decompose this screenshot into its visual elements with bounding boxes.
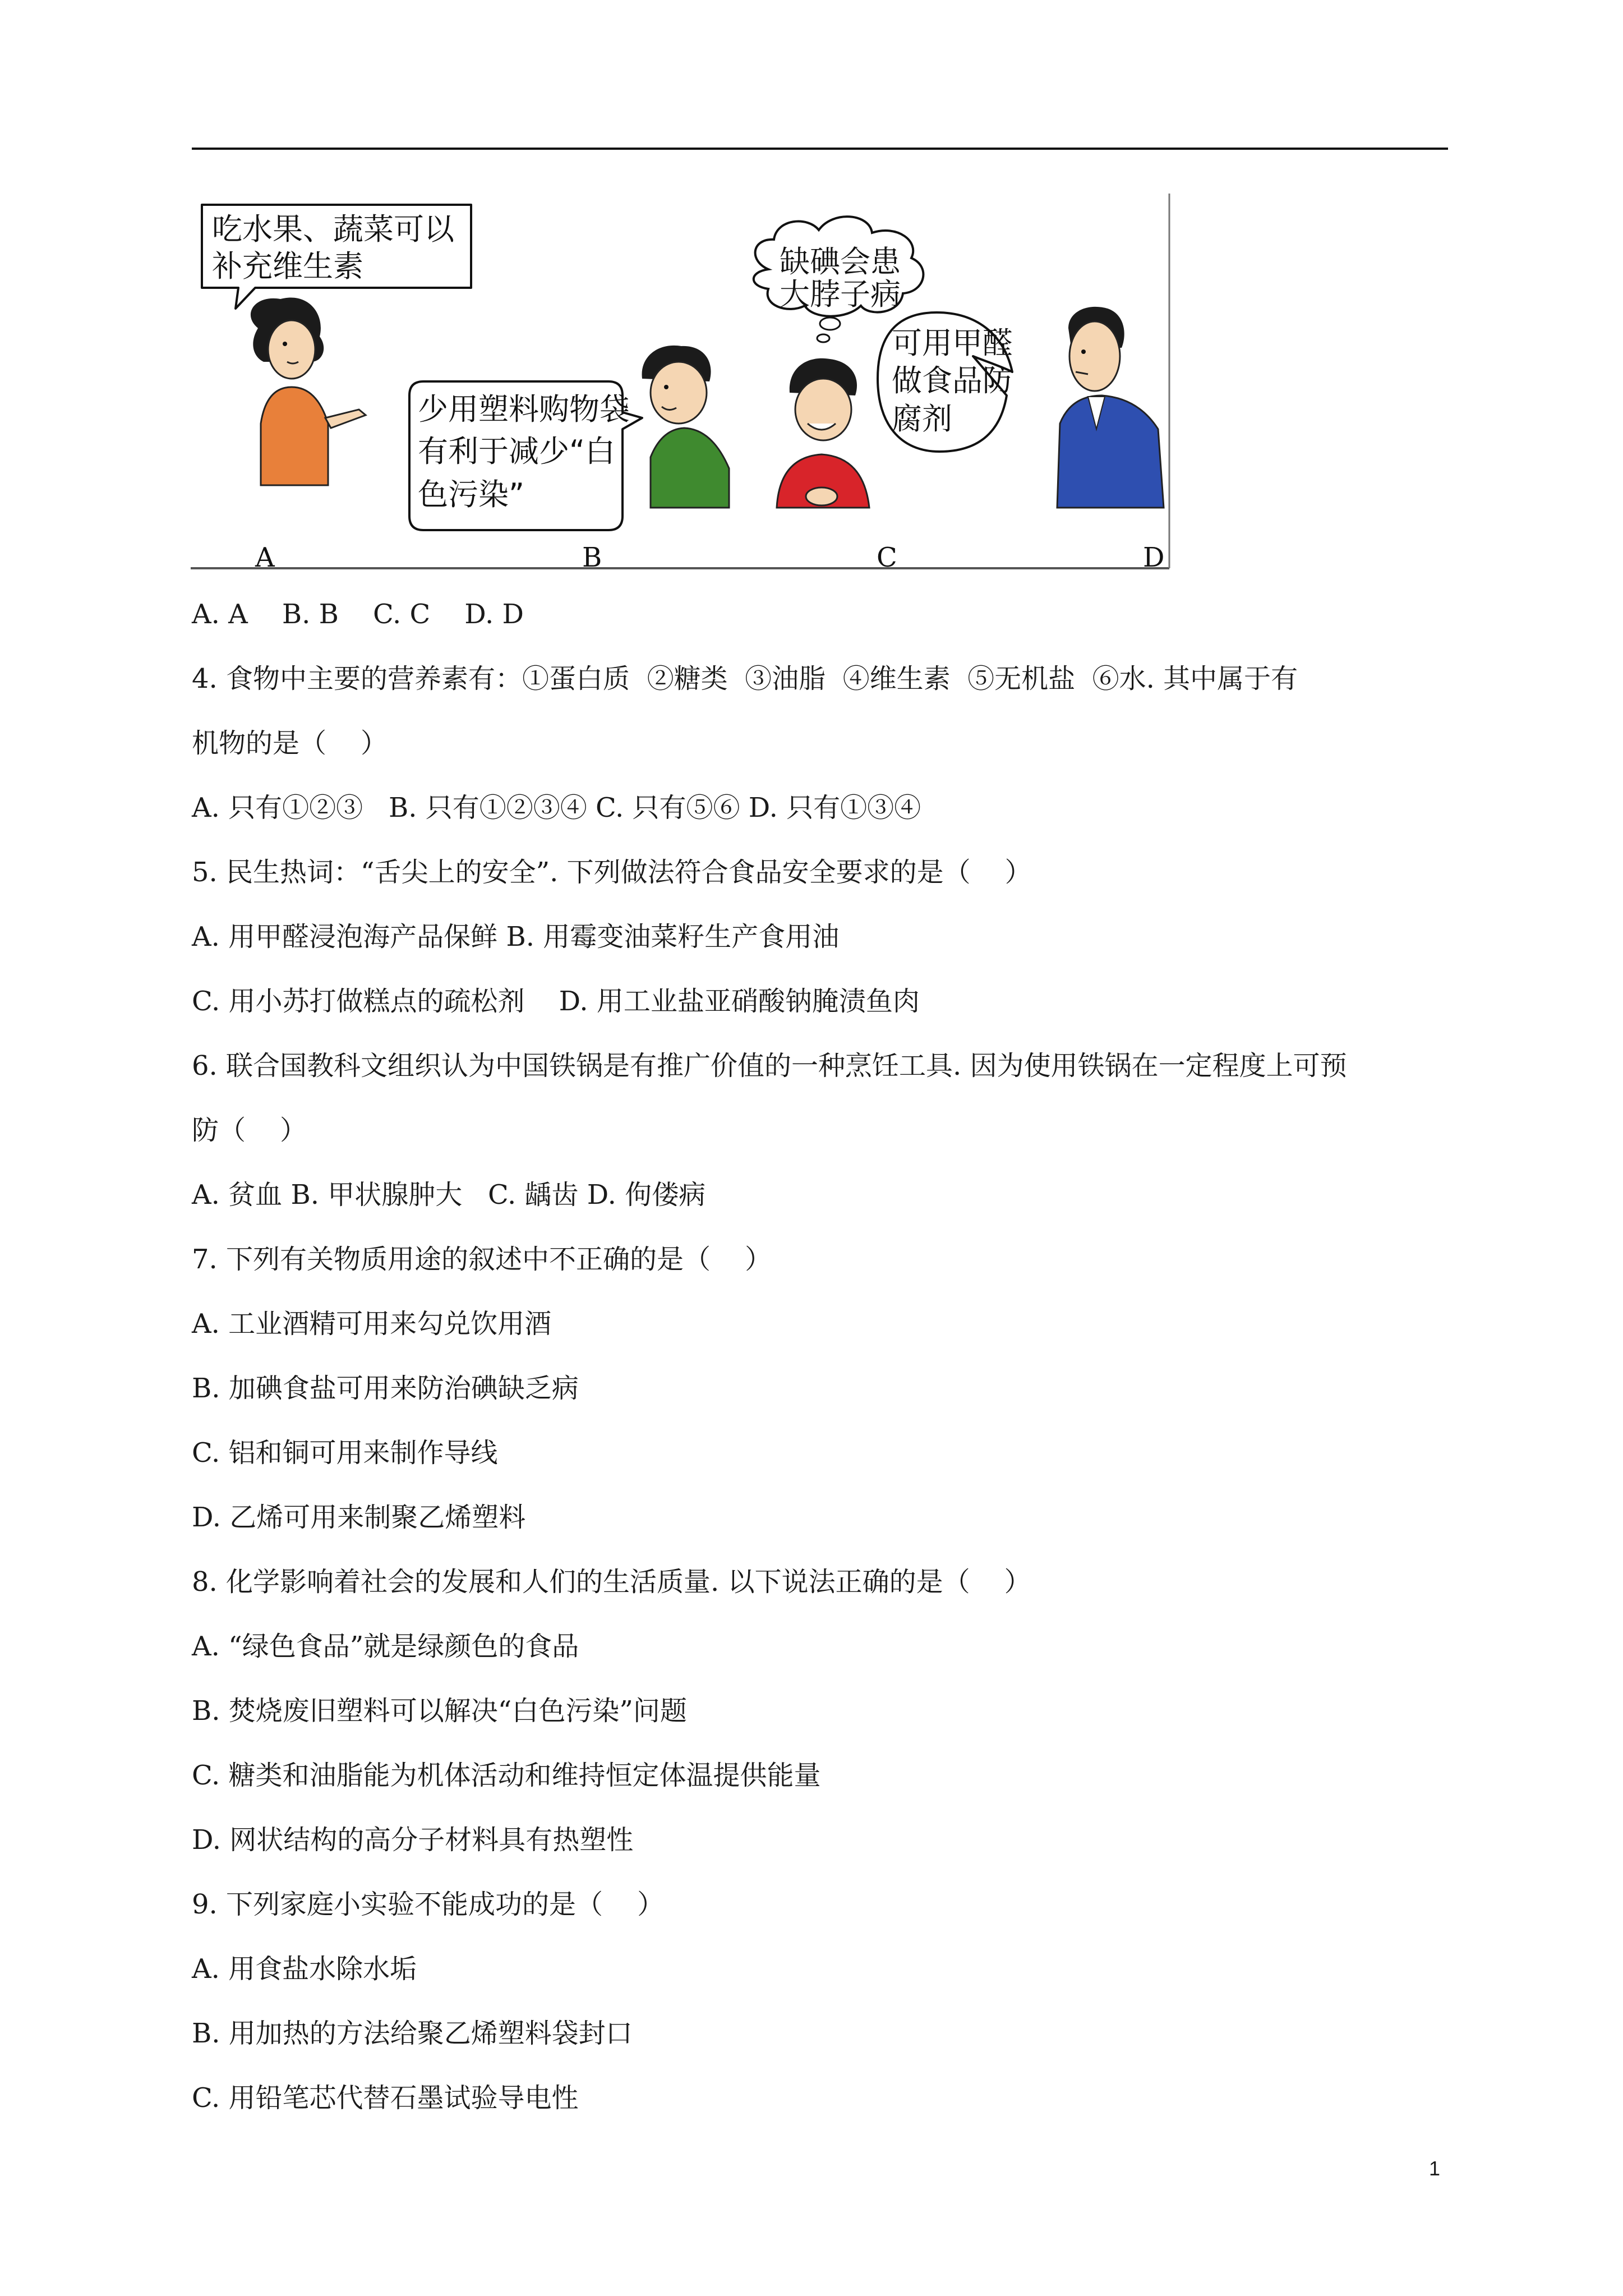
q5-options-ab: A. 用甲醛浸泡海产品保鲜 B. 用霉变油菜籽生产食用油 — [192, 921, 840, 953]
q5-options-cd: C. 用小苏打做糕点的疏松剂 D. 用工业盐亚硝酸钠腌渍鱼肉 — [192, 986, 920, 1017]
q6-stem-line-1: 6. 联合国教科文组织认为中国铁锅是有推广价值的一种烹饪工具. 因为使用铁锅在一定程度上可预 — [192, 1050, 1347, 1082]
bubble-d-line-3: 腐剂 — [892, 401, 952, 436]
cartoon-illustration — [191, 194, 1172, 575]
q9-option-b: B. 用加热的方法给聚乙烯塑料袋封口 — [192, 2018, 633, 2049]
page-number: 1 — [1429, 2157, 1441, 2180]
q3-options: A. A B. B C. C D. D — [192, 599, 524, 630]
q4-options: A. 只有①②③ B. 只有①②③④ C. 只有⑤⑥ D. 只有①③④ — [192, 792, 921, 823]
figure-label-a: A — [255, 542, 275, 573]
bubble-c-line-2: 大脖子病 — [780, 277, 901, 312]
character-b-boy — [642, 346, 729, 508]
q4-stem-line-1: 4. 食物中主要的营养素有：①蛋白质 ②糖类 ③油脂 ④维生素 ⑤无机盐 ⑥水. 其中属于有 — [192, 663, 1298, 694]
bubble-b-line-1: 少用塑料购物袋 — [418, 392, 630, 427]
q7-option-d: D. 乙烯可用来制聚乙烯塑料 — [192, 1502, 526, 1533]
bubble-b-line-2: 有利于减少“白 — [418, 434, 615, 469]
bubble-a-line-1: 吃水果、蔬菜可以 — [212, 211, 454, 247]
figure-label-c: C — [877, 542, 897, 573]
q6-stem-line-2: 防（ ） — [192, 1115, 307, 1146]
q8-option-c: C. 糖类和油脂能为机体活动和维持恒定体温提供能量 — [192, 1760, 821, 1791]
shirt-d — [1057, 395, 1164, 508]
q9-stem: 9. 下列家庭小实验不能成功的是（ ） — [192, 1889, 665, 1920]
header-rule — [192, 148, 1448, 150]
q7-option-a: A. 工业酒精可用来勾兑饮用酒 — [192, 1308, 552, 1340]
q7-option-b: B. 加碘食盐可用来防治碘缺乏病 — [192, 1373, 579, 1404]
q7-option-c: C. 铝和铜可用来制作导线 — [192, 1437, 498, 1469]
q5-stem: 5. 民生热词：“舌尖上的安全”. 下列做法符合食品安全要求的是（ ） — [192, 857, 1032, 888]
speech-bubble-b — [409, 381, 642, 530]
q8-stem: 8. 化学影响着社会的发展和人们的生活质量. 以下说法正确的是（ ） — [192, 1566, 1031, 1598]
bubble-b-line-3: 色污染” — [418, 477, 524, 512]
character-d-man — [1057, 307, 1164, 508]
cartoon-figure — [191, 194, 1172, 575]
bubble-d-line-1: 可用甲醛 — [892, 325, 1013, 361]
shirt-b — [651, 428, 729, 508]
bubble-c-line-1: 缺碘会患 — [780, 244, 901, 279]
shirt-a — [261, 387, 328, 485]
figure-label-b: B — [582, 542, 602, 573]
figure-label-d: D — [1143, 542, 1165, 573]
q8-option-a: A. “绿色食品”就是绿颜色的食品 — [192, 1631, 579, 1662]
character-c-boy — [777, 358, 869, 508]
q6-options: A. 贫血 B. 甲状腺肿大 C. 龋齿 D. 佝偻病 — [192, 1179, 706, 1211]
q7-stem: 7. 下列有关物质用途的叙述中不正确的是（ ） — [192, 1244, 772, 1275]
q9-option-c: C. 用铅笔芯代替石墨试验导电性 — [192, 2082, 579, 2114]
speech-bubble-d — [878, 312, 1013, 452]
bubble-d-line-2: 做食品防 — [892, 363, 1013, 398]
q8-option-b: B. 焚烧废旧塑料可以解决“白色污染”问题 — [192, 1695, 687, 1727]
character-a-girl — [251, 298, 366, 485]
q8-option-d: D. 网状结构的高分子材料具有热塑性 — [192, 1824, 634, 1856]
q4-stem-line-2: 机物的是（ ） — [192, 728, 388, 759]
bubble-a-line-2: 补充维生素 — [212, 249, 363, 284]
q9-option-a: A. 用食盐水除水垢 — [192, 1953, 417, 1985]
speech-bubble-a — [202, 205, 471, 309]
